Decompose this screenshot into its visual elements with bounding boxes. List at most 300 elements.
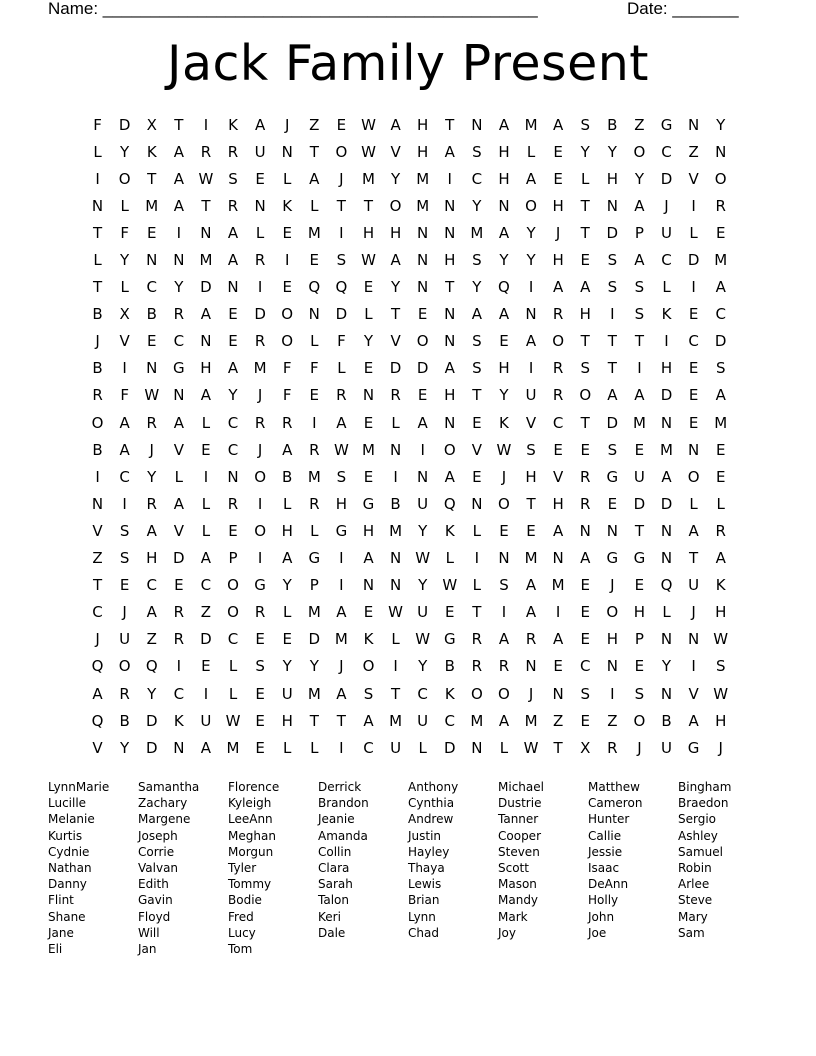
- word-item: Braedon: [678, 796, 729, 811]
- grid-letter: M: [226, 738, 240, 757]
- grid-letter: A: [173, 142, 184, 161]
- grid-letter: A: [634, 251, 645, 270]
- grid-letter: L: [689, 223, 698, 242]
- grid-letter: A: [688, 711, 699, 730]
- grid-letter: J: [149, 440, 154, 459]
- grid-letter: U: [417, 711, 429, 730]
- grid-letter: M: [551, 576, 565, 595]
- grid-letter: A: [336, 413, 347, 432]
- grid-letter: H: [633, 603, 646, 622]
- grid-letter: I: [203, 115, 209, 134]
- grid-letter: O: [498, 494, 510, 513]
- word-item: Brian: [408, 893, 440, 908]
- grid-letter: N: [91, 494, 104, 513]
- grid-letter: B: [92, 359, 103, 378]
- grid-letter: I: [691, 278, 696, 297]
- word-item: Margene: [138, 812, 191, 827]
- grid-letter: S: [715, 359, 726, 378]
- grid-letter: A: [254, 115, 266, 134]
- grid-letter: A: [688, 521, 699, 540]
- grid-letter: A: [444, 359, 455, 378]
- grid-letter: N: [200, 332, 212, 351]
- grid-letter: W: [415, 630, 431, 649]
- grid-letter: A: [282, 440, 293, 459]
- grid-letter: L: [201, 521, 211, 540]
- grid-letter: I: [691, 657, 696, 676]
- grid-letter: N: [471, 494, 483, 513]
- grid-letter: I: [257, 494, 263, 513]
- grid-letter: C: [552, 413, 564, 432]
- grid-letter: S: [526, 440, 536, 459]
- grid-letter: Z: [553, 711, 564, 730]
- grid-letter: T: [92, 223, 103, 242]
- grid-letter: O: [335, 142, 348, 161]
- grid-letter: L: [337, 359, 346, 378]
- word-item: Zachary: [138, 796, 188, 811]
- grid-letter: A: [607, 386, 618, 405]
- grid-letter: Y: [147, 684, 157, 703]
- grid-letter: E: [255, 711, 265, 730]
- grid-letter: U: [661, 738, 672, 757]
- grid-letter: D: [200, 630, 212, 649]
- word-item: Edith: [138, 877, 169, 892]
- grid-letter: X: [146, 115, 157, 134]
- grid-letter: A: [525, 332, 537, 351]
- grid-letter: E: [553, 657, 563, 676]
- grid-letter: I: [474, 549, 480, 568]
- grid-letter: W: [523, 738, 539, 757]
- grid-letter: D: [145, 711, 158, 730]
- grid-letter: J: [257, 386, 263, 405]
- grid-letter: L: [120, 196, 129, 215]
- grid-letter: E: [336, 115, 347, 134]
- grid-letter: T: [336, 711, 346, 730]
- grid-letter: E: [553, 169, 563, 188]
- grid-letter: G: [633, 549, 646, 568]
- grid-letter: U: [661, 223, 672, 242]
- grid-letter: E: [688, 305, 699, 324]
- grid-letter: E: [282, 223, 292, 242]
- grid-letter: N: [444, 223, 456, 242]
- grid-letter: S: [580, 684, 590, 703]
- grid-letter: K: [228, 115, 238, 134]
- grid-letter: S: [119, 549, 130, 568]
- grid-letter: W: [713, 684, 729, 703]
- grid-letter: L: [472, 521, 482, 540]
- grid-letter: E: [553, 142, 563, 161]
- grid-letter: R: [471, 657, 483, 676]
- grid-letter: U: [281, 684, 293, 703]
- grid-letter: D: [660, 386, 673, 405]
- grid-letter: H: [335, 494, 348, 513]
- grid-letter: R: [254, 413, 266, 432]
- word-item: Tommy: [228, 877, 272, 892]
- grid-letter: Z: [92, 549, 103, 568]
- grid-letter: W: [388, 603, 403, 622]
- word-item: Fred: [228, 909, 254, 924]
- grid-letter: I: [610, 684, 615, 703]
- grid-letter: K: [282, 196, 293, 215]
- grid-letter: Z: [146, 630, 157, 649]
- grid-letter: O: [227, 576, 239, 595]
- grid-letter: S: [119, 521, 130, 540]
- grid-letter: O: [254, 467, 267, 486]
- grid-letter: T: [607, 359, 617, 378]
- grid-letter: A: [282, 549, 293, 568]
- grid-letter: A: [525, 603, 537, 622]
- grid-letter: J: [664, 196, 669, 215]
- grid-letter: I: [122, 359, 127, 378]
- grid-letter: T: [174, 115, 184, 134]
- grid-letter: R: [580, 467, 591, 486]
- grid-letter: A: [634, 196, 645, 215]
- grid-letter: M: [470, 223, 484, 242]
- grid-letter: U: [525, 386, 537, 405]
- grid-letter: L: [93, 142, 102, 161]
- grid-letter: Y: [147, 467, 157, 486]
- grid-letter: C: [227, 630, 239, 649]
- grid-letter: N: [687, 440, 700, 459]
- grid-letter: L: [310, 738, 319, 757]
- grid-letter: C: [661, 142, 672, 161]
- grid-letter: C: [688, 332, 699, 351]
- grid-letter: H: [281, 711, 293, 730]
- grid-letter: E: [201, 440, 211, 459]
- word-item: Sarah: [318, 877, 353, 892]
- grid-letter: N: [660, 413, 673, 432]
- grid-letter: N: [660, 549, 673, 568]
- grid-letter: Y: [120, 251, 130, 270]
- grid-letter: A: [553, 115, 564, 134]
- grid-letter: E: [282, 630, 292, 649]
- grid-letter: E: [688, 359, 699, 378]
- grid-letter: H: [498, 359, 510, 378]
- grid-letter: D: [308, 630, 321, 649]
- grid-letter: L: [174, 467, 183, 486]
- grid-letter: O: [118, 169, 131, 188]
- page-title: Jack Family Present: [167, 35, 649, 92]
- grid-letter: I: [122, 494, 127, 513]
- grid-letter: M: [660, 440, 673, 459]
- grid-letter: N: [200, 223, 212, 242]
- grid-letter: G: [362, 494, 375, 513]
- grid-letter: R: [254, 251, 266, 270]
- word-item: Danny: [48, 877, 87, 892]
- grid-letter: O: [254, 521, 267, 540]
- word-item: Amanda: [318, 828, 368, 843]
- grid-letter: E: [363, 278, 374, 297]
- grid-letter: I: [393, 467, 398, 486]
- grid-letter: E: [445, 603, 455, 622]
- word-item: Nathan: [48, 860, 92, 875]
- grid-letter: B: [146, 305, 157, 324]
- grid-letter: R: [173, 305, 185, 324]
- grid-letter: T: [634, 332, 644, 351]
- grid-letter: P: [309, 576, 319, 595]
- word-item: Jane: [48, 925, 74, 940]
- grid-letter: A: [661, 467, 672, 486]
- grid-letter: Y: [228, 386, 238, 405]
- grid-letter: R: [281, 413, 293, 432]
- grid-letter: R: [173, 630, 185, 649]
- grid-letter: L: [310, 332, 319, 351]
- grid-letter: I: [339, 549, 344, 568]
- word-item: Valvan: [138, 860, 179, 875]
- grid-letter: R: [254, 332, 266, 351]
- grid-letter: H: [444, 386, 456, 405]
- grid-letter: T: [147, 169, 157, 188]
- grid-letter: E: [580, 251, 590, 270]
- grid-letter: A: [200, 549, 212, 568]
- grid-letter: J: [95, 332, 100, 351]
- word-item: Michael: [498, 780, 544, 794]
- grid-letter: M: [362, 169, 375, 188]
- word-item: Cynthia: [408, 796, 455, 811]
- word-item: Hayley: [408, 844, 450, 859]
- grid-letter: E: [363, 413, 374, 432]
- grid-letter: O: [389, 196, 402, 215]
- grid-letter: U: [200, 711, 212, 730]
- grid-letter: A: [173, 169, 184, 188]
- grid-letter: Q: [91, 711, 104, 730]
- grid-letter: T: [634, 521, 644, 540]
- grid-letter: M: [632, 413, 646, 432]
- grid-letter: W: [713, 630, 729, 649]
- grid-letter: M: [307, 467, 321, 486]
- grid-letter: T: [526, 494, 536, 513]
- grid-letter: I: [420, 440, 425, 459]
- grid-letter: R: [119, 684, 130, 703]
- grid-letter: S: [228, 169, 238, 188]
- word-item: Chad: [408, 925, 439, 940]
- grid-letter: Y: [526, 223, 536, 242]
- grid-letter: A: [200, 386, 212, 405]
- grid-letter: E: [580, 711, 590, 730]
- grid-letter: Y: [607, 142, 617, 161]
- grid-letter: S: [580, 115, 590, 134]
- grid-letter: Q: [498, 278, 510, 297]
- grid-letter: C: [227, 440, 239, 459]
- grid-letter: E: [228, 305, 238, 324]
- grid-letter: J: [610, 576, 615, 595]
- grid-letter: N: [146, 251, 158, 270]
- word-column: [138, 779, 228, 957]
- grid-letter: C: [579, 657, 591, 676]
- grid-letter: K: [173, 711, 184, 730]
- word-item: Jeanie: [318, 812, 355, 827]
- word-item: Isaac: [588, 860, 620, 875]
- grid-letter: T: [689, 549, 699, 568]
- word-item: Lewis: [408, 877, 442, 892]
- grid-letter: N: [444, 305, 456, 324]
- grid-letter: E: [228, 521, 238, 540]
- grid-letter: T: [309, 711, 319, 730]
- grid-letter: E: [634, 576, 645, 595]
- grid-letter: N: [715, 142, 727, 161]
- grid-letter: N: [444, 196, 456, 215]
- grid-letter: H: [715, 603, 727, 622]
- word-item: Joseph: [138, 828, 178, 843]
- grid-letter: D: [660, 169, 673, 188]
- grid-letter: C: [715, 305, 726, 324]
- grid-letter: R: [471, 630, 483, 649]
- word-item: Cydnie: [48, 844, 90, 859]
- grid-letter: E: [146, 223, 157, 242]
- grid-letter: E: [526, 521, 536, 540]
- grid-letter: N: [417, 467, 429, 486]
- grid-letter: N: [146, 359, 158, 378]
- grid-letter: V: [92, 738, 103, 757]
- grid-letter: A: [173, 196, 184, 215]
- grid-letter: Y: [716, 115, 726, 134]
- grid-letter: Z: [688, 142, 699, 161]
- grid-letter: I: [528, 278, 534, 297]
- grid-letter: E: [688, 386, 699, 405]
- grid-letter: N: [417, 223, 429, 242]
- grid-letter: A: [553, 630, 564, 649]
- word-item: Florence: [228, 780, 280, 794]
- grid-letter: D: [416, 359, 429, 378]
- grid-letter: A: [146, 603, 157, 622]
- grid-letter: L: [581, 169, 590, 188]
- grid-letter: X: [580, 738, 591, 757]
- grid-letter: B: [444, 657, 455, 676]
- grid-letter: I: [176, 657, 182, 676]
- grid-letter: N: [525, 305, 537, 324]
- grid-letter: A: [119, 440, 130, 459]
- grid-letter: F: [309, 359, 319, 378]
- grid-letter: L: [283, 603, 292, 622]
- grid-letter: Y: [120, 738, 130, 757]
- grid-letter: Y: [390, 278, 401, 297]
- word-item: Collin: [318, 844, 352, 859]
- grid-letter: E: [715, 467, 726, 486]
- word-item: Kurtis: [48, 828, 83, 843]
- grid-letter: T: [201, 196, 211, 215]
- grid-letter: L: [662, 603, 671, 622]
- grid-letter: Y: [499, 386, 509, 405]
- grid-letter: M: [389, 711, 403, 730]
- grid-letter: L: [499, 738, 509, 757]
- word-item: Joe: [588, 925, 607, 940]
- grid-letter: E: [255, 169, 265, 188]
- grid-letter: A: [553, 278, 564, 297]
- grid-letter: M: [470, 711, 484, 730]
- grid-letter: S: [607, 440, 618, 459]
- grid-letter: H: [389, 223, 402, 242]
- grid-letter: M: [524, 549, 538, 568]
- grid-letter: O: [498, 684, 510, 703]
- word-item: Joy: [498, 925, 516, 940]
- grid-letter: R: [552, 359, 564, 378]
- word-item: Flint: [48, 893, 74, 908]
- grid-letter: M: [307, 603, 321, 622]
- word-item: Eli: [48, 941, 63, 956]
- word-item: John: [588, 909, 615, 924]
- grid-letter: J: [257, 440, 263, 459]
- grid-letter: A: [715, 386, 726, 405]
- grid-letter: E: [363, 467, 374, 486]
- grid-letter: L: [283, 738, 292, 757]
- grid-letter: D: [633, 494, 646, 513]
- grid-letter: M: [334, 630, 348, 649]
- grid-letter: S: [363, 684, 374, 703]
- grid-letter: Y: [499, 251, 509, 270]
- grid-letter: A: [390, 251, 401, 270]
- word-item: Ashley: [678, 828, 718, 843]
- grid-letter: D: [200, 278, 212, 297]
- grid-letter: D: [118, 115, 131, 134]
- grid-letter: Q: [335, 278, 348, 297]
- grid-letter: F: [282, 359, 292, 378]
- grid-letter: U: [390, 738, 402, 757]
- grid-letter: T: [472, 386, 482, 405]
- word-item: Mason: [498, 877, 537, 892]
- word-item: Bodie: [228, 893, 262, 908]
- grid-letter: I: [555, 603, 561, 622]
- grid-letter: I: [447, 169, 452, 188]
- grid-letter: C: [471, 169, 483, 188]
- grid-letter: T: [92, 576, 103, 595]
- word-item: Dustrie: [498, 796, 542, 811]
- grid-letter: E: [363, 359, 374, 378]
- grid-letter: S: [580, 359, 590, 378]
- grid-letter: H: [417, 115, 429, 134]
- word-item: Tanner: [498, 812, 539, 827]
- grid-letter: N: [91, 196, 104, 215]
- word-item: Cameron: [588, 796, 643, 811]
- grid-letter: N: [660, 630, 673, 649]
- grid-letter: N: [606, 521, 618, 540]
- grid-letter: J: [718, 738, 723, 757]
- grid-letter: N: [444, 332, 456, 351]
- grid-letter: H: [417, 142, 429, 161]
- grid-letter: N: [362, 386, 375, 405]
- grid-letter: I: [610, 305, 615, 324]
- grid-letter: D: [660, 494, 673, 513]
- grid-letter: M: [307, 684, 321, 703]
- grid-letter: W: [333, 440, 349, 459]
- grid-letter: L: [364, 305, 373, 324]
- grid-letter: X: [119, 305, 130, 324]
- grid-letter: A: [92, 684, 103, 703]
- word-column: [318, 779, 408, 957]
- date-line: Date: _______: [627, 0, 739, 18]
- grid-letter: J: [637, 738, 642, 757]
- word-item: Sergio: [678, 812, 717, 827]
- grid-letter: M: [416, 196, 430, 215]
- grid-letter: S: [336, 251, 347, 270]
- grid-letter: E: [363, 603, 374, 622]
- grid-letter: E: [715, 440, 726, 459]
- grid-letter: H: [281, 521, 293, 540]
- grid-letter: W: [144, 386, 160, 405]
- grid-letter: V: [688, 169, 699, 188]
- grid-letter: L: [418, 738, 427, 757]
- grid-letter: I: [203, 467, 209, 486]
- grid-letter: J: [691, 603, 696, 622]
- grid-letter: S: [472, 332, 482, 351]
- grid-letter: E: [580, 630, 590, 649]
- grid-letter: V: [471, 440, 482, 459]
- grid-letter: T: [445, 278, 455, 297]
- grid-letter: E: [309, 386, 320, 405]
- grid-letter: I: [95, 169, 100, 188]
- grid-letter: A: [363, 549, 374, 568]
- grid-letter: G: [308, 549, 321, 568]
- grid-letter: A: [715, 549, 726, 568]
- grid-letter: M: [253, 359, 267, 378]
